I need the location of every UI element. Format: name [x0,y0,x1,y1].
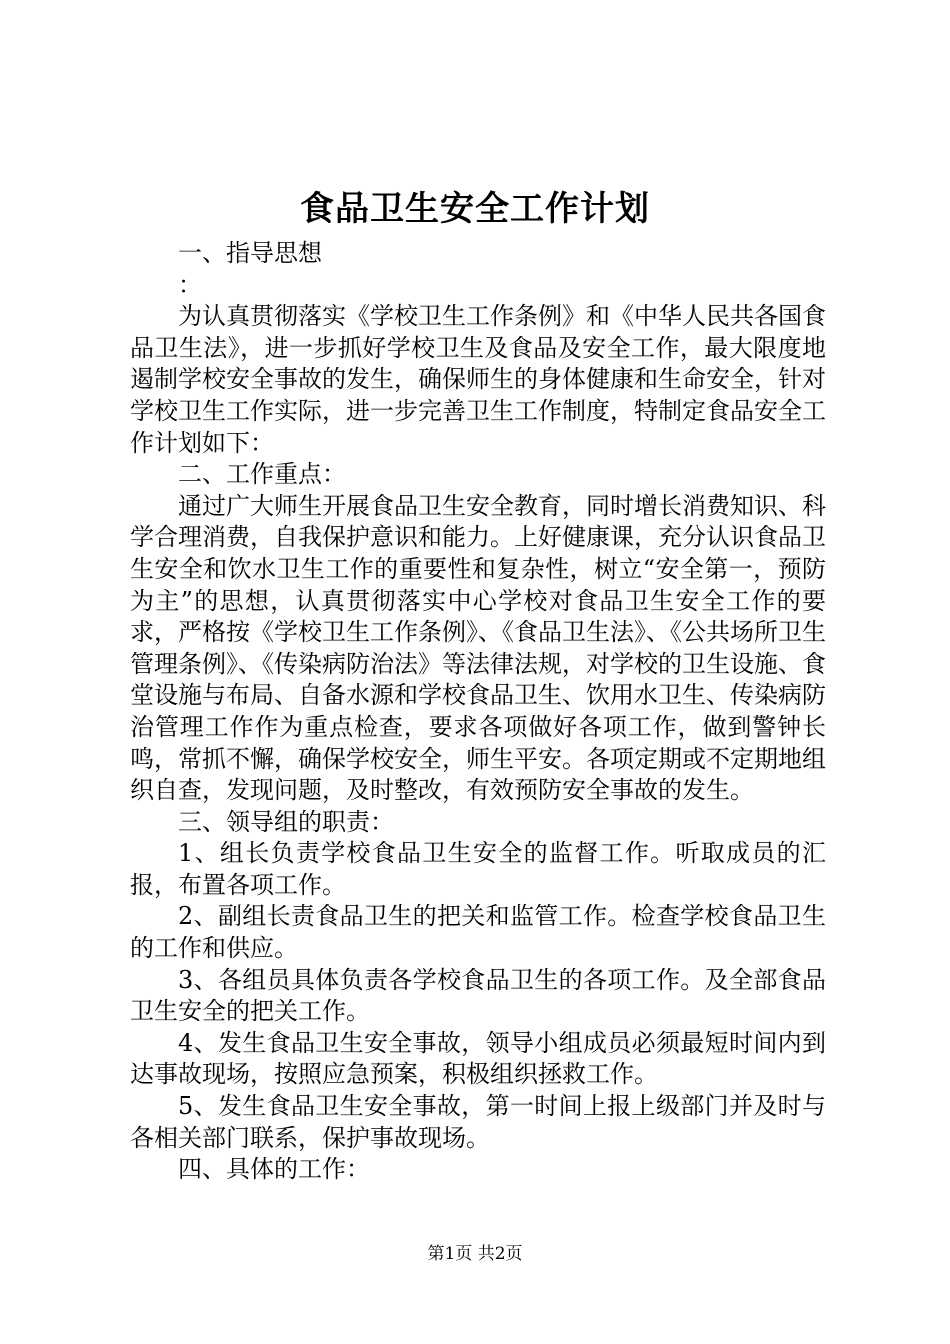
paragraph-work-focus: 通过广大师生开展食品卫生安全教育，同时增长消费知识、科学合理消费，自我保护意识和能力。上好健康课，充分认识食品卫生安全和饮水卫生工作的重要性和复杂性，树立“安全第一，预防为主”的思想，认真贯彻落实中心学校对食品卫生安全工作的要求，严格按《学校卫生工作条例》、《食品卫生法》、《公共场所卫生管理条例》、《传染病防治法》等法律法规，对学校的卫生设施、食堂设施与布局、自备水源和学校食品卫生、饮用水卫生、传染病防治管理工作作为重点检查，要求各项做好各项工作，做到警钟长鸣，常抓不懈，确保学校安全，师生平安。各项定期或不定期地组织自查，发现问题，及时整改，有效预防安全事故的发生。 [130,491,826,805]
section-heading-work-focus: 二、工作重点： [178,460,346,489]
list-item-duty-1: 1、组长负责学校食品卫生安全的监督工作。听取成员的汇报，布置各项工作。 [130,839,826,899]
list-item-duty-4: 4、发生食品卫生安全事故，领导小组成员必须最短时间内到达事故现场，按照应急预案，积极组织拯救工作。 [130,1028,826,1089]
list-item-duty-2: 2、副组长责食品卫生的把关和监管工作。检查学校食品卫生的工作和供应。 [130,902,826,963]
list-item-duty-5: 5、发生食品卫生安全事故，第一时间上报上级部门并及时与各相关部门联系，保护事故现场。 [130,1092,826,1152]
paragraph-intro: 为认真贯彻落实《学校卫生工作条例》和《中华人民共各国食品卫生法》，进一步抓好学校卫生及食品及安全工作，最大限度地遏制学校安全事故的发生，确保师生的身体健康和生命安全，针对学校卫生工作实际，进一步完善卫生工作制度，特制定食品安全工作计划如下： [130,302,826,457]
page-footer: 第1页 共2页 [427,1244,523,1264]
document-body [130,238,826,1186]
colon-line: ： [178,270,202,299]
list-item-duty-3: 3、各组员具体负责各学校食品卫生的各项工作。及全部食品卫生安全的把关工作。 [130,965,826,1026]
section-heading-leadership-duties: 三、领导组的职责： [178,807,394,836]
section-heading-specific-work: 四、具体的工作： [178,1155,370,1184]
document-title: 食品卫生安全工作计划 [300,189,650,229]
section-heading-guiding-thought: 一、指导思想 [178,239,322,267]
